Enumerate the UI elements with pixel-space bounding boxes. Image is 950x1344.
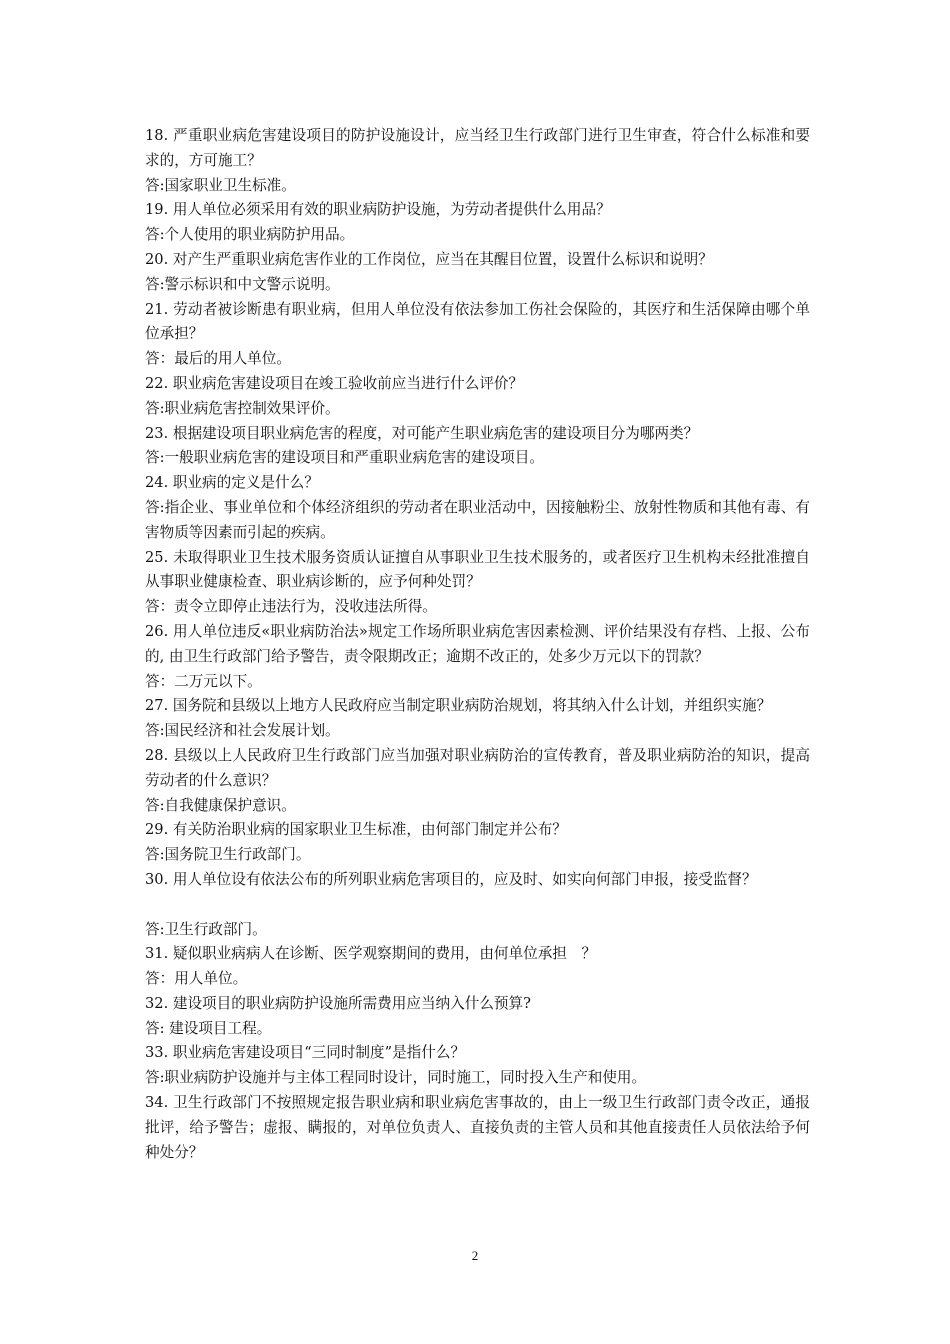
question-19: 19. 用人单位必须采用有效的职业病防护设施，为劳动者提供什么用品？ — [145, 201, 611, 219]
question-33: 33. 职业病危害建设项目“三同时制度”是指什么？ — [145, 1044, 466, 1062]
question-30: 30. 用人单位设有依法公布的所列职业病危害项目的，应及时、如实向何部门申报，接受监督？ — [145, 870, 757, 888]
question-32: 32. 建设项目的职业病防护设施所需费用应当纳入什么预算? — [145, 994, 531, 1012]
answer-28: 答:自我健康保护意识。 — [145, 796, 296, 814]
question-28: 28. 县级以上人民政府卫生行政部门应当加强对职业病防治的宣传教育，普及职业病防治的知识，提高劳动者的什么意识？ — [145, 746, 810, 789]
answer-23: 答:一般职业病危害的建设项目和严重职业病危害的建设项目。 — [145, 449, 544, 467]
question-27: 27. 国务院和县级以上地方人民政府应当制定职业病防治规划，将其纳入什么计划，并组织实施？ — [145, 697, 772, 715]
answer-32: 答: 建设项目工程。 — [145, 1019, 272, 1037]
question-25: 25. 未取得职业卫生技术服务资质认证擅自从事职业卫生技术服务的，或者医疗卫生机构未经批准擅自从事职业健康检查、职业病诊断的，应予何种处罚？ — [145, 548, 810, 591]
question-21: 21. 劳动者被诊断患有职业病，但用人单位没有依法参加工伤社会保险的，其医疗和生活保障由哪个单位承担？ — [145, 300, 810, 343]
page-body — [145, 124, 810, 1165]
question-22: 22. 职业病危害建设项目在竣工验收前应当进行什么评价？ — [145, 374, 524, 392]
question-31: 31. 疑似职业病病人在诊断、医学观察期间的费用，由何单位承担 ？ — [145, 945, 597, 963]
question-34: 34. 卫生行政部门不按照规定报告职业病和职业病危害事故的，由上一级卫生行政部门责令改正，通报批评，给予警告；虚报、瞒报的，对单位负责人、直接负责的主管人员和其他直接责任人员依法给予何种处分？ — [145, 1094, 810, 1161]
page-number: 2 — [471, 1248, 479, 1263]
answer-25: 答：责令立即停止违法行为，没收违法所得。 — [145, 598, 437, 616]
answer-20: 答:警示标识和中文警示说明。 — [145, 275, 340, 293]
question-24: 24. 职业病的定义是什么？ — [145, 474, 319, 492]
answer-22: 答:职业病危害控制效果评价。 — [145, 399, 340, 417]
answer-26: 答：二万元以下。 — [145, 672, 262, 690]
answer-18: 答:国家职业卫生标准。 — [145, 176, 296, 194]
question-20: 20. 对产生严重职业病危害作业的工作岗位，应当在其醒目位置，设置什么标识和说明？ — [145, 250, 713, 268]
blank-line — [145, 893, 810, 918]
answer-31: 答：用人单位。 — [145, 970, 248, 988]
answer-19: 答:个人使用的职业病防护用品。 — [145, 226, 355, 244]
answer-21: 答：最后的用人单位。 — [145, 350, 291, 368]
question-23: 23. 根据建设项目职业病危害的程度，对可能产生职业病危害的建设项目分为哪两类？ — [145, 424, 699, 442]
answer-29: 答:国务院卫生行政部门。 — [145, 846, 311, 864]
answer-30: 答:卫生行政部门。 — [145, 920, 267, 938]
answer-27: 答:国民经济和社会发展计划。 — [145, 722, 340, 740]
answer-24: 答:指企业、事业单位和个体经济组织的劳动者在职业活动中，因接触粉尘、放射性物质和其他有毒、有害物质等因素而引起的疾病。 — [145, 498, 810, 541]
question-26: 26. 用人单位违反«职业病防治法»规定工作场所职业病危害因素检测、评价结果没有存档、上报、公布的, 由卫生行政部门给予警告，责令限期改正；逾期不改正的，处多少万元以下的罚款？ — [145, 622, 810, 665]
answer-33: 答:职业病防护设施并与主体工程同时设计，同时施工，同时投入生产和使用。 — [145, 1069, 647, 1087]
question-18: 18. 严重职业病危害建设项目的防护设施设计，应当经卫生行政部门进行卫生审查，符合什么标准和要求的，方可施工？ — [145, 127, 810, 169]
question-29: 29. 有关防治职业病的国家职业卫生标准，由何部门制定并公布？ — [145, 821, 567, 839]
